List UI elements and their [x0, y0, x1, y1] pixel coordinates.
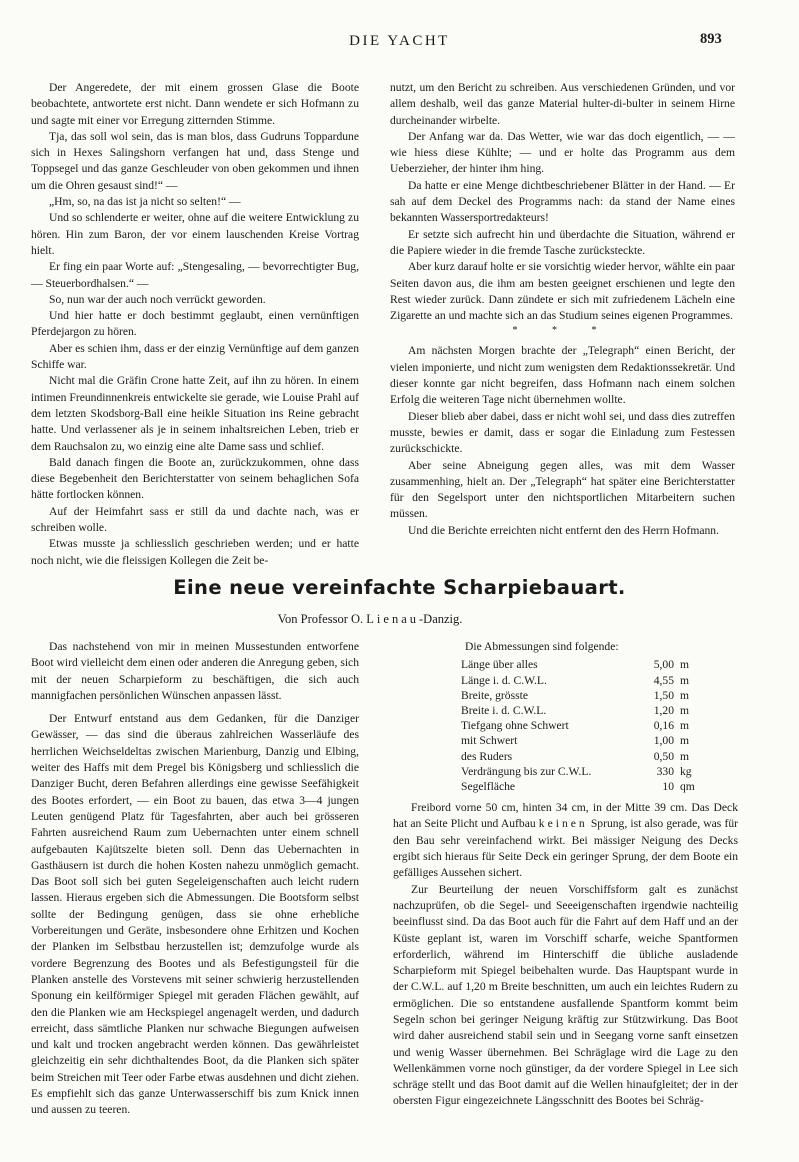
paragraph: Der Anfang war da. Das Wetter, wie war das doch eigentlich, — — wie hiess diese Kühlte; — und er holte das Programm aus dem Ueberzieher, der hinter ihm hing. [390, 129, 735, 176]
article-column-right [393, 639, 738, 1110]
story-column-right [390, 80, 735, 539]
paragraph: Der Entwurf entstand aus dem Gedanken, für die Danziger Gewässer, — das sind die überaus zahlreichen Wasserläufe des herrlichen Weichseldeltas zwischen Marienburg, Danzig und Elbing, weiter des Haffs mit dem Pregel bis Königsberg und schliesslich die Danziger Bucht, deren Befahren allerdings eine gewisse Seefähigkeit des Bootes erfordert, — ein Boot zu bauen, das etwa 3—4 jungen Leuten genügend Platz für Tagesfahrten, aber auch bei grösseren Fahrten ausreichend Raum zum Uebernachten unter einem schnell aufgebauten Kajütszelte bieten soll. Denn das Uebernachten in Gasthäusern ist durch die hohen Kosten nahezu unmöglich gemacht. Das Boot soll sich bei guten Segeleigenschaften auch leicht rudern lassen. Hieraus ergeben sich die Abmessungen. Die Bootsform selbst sollte der Bedingung genügen, dass sie ohne erhebliche Vorbereitungen und Geräte, insbesondere ohne Erhitzen und Kochen der Planken im Selbstbau herzustellen ist; demzufolge wurde als vordere Begrenzung des Bootes und als Befestigungsteil für die Planken anstelle des Vorstevens mit seiner schwierig herzustellenden Sponung ein keilförmiger Spiegel mit geraden Flächen gewählt, auf den die Planken wie am Heckspiegel angenagelt werden, und dadurch erreicht, dass sämtliche Planken nur schwache Biegungen aufweisen und kalt und trocken angebracht werden können. Das gewährleistet gleichzeitig ein sehr dichthaltendes Boot, da die Planken sich später beim Streichen mit Teer oder Farbe etwas ausdehnen und dicht ziehen. Es empfiehlt sich das ganze Unterwasserschiff bis zum Knick innen und aussen zu teeren. [31, 712, 359, 1117]
paragraph: Aber kurz darauf holte er sie vorsichtig wieder hervor, wählte ein paar Seiten davon aus, die ihm am besten geeignet erschienen und legte den Rest wieder zurück. Dann zündete er sich mit zufriedenem Lächeln eine Zigarette an und machte sich an das Studium seines eigenen Programmes. [390, 260, 735, 323]
paragraph: Bald danach fingen die Boote an, zurückzukommen, ohne dass diese Begebenheit den Berichterstatter von seinem behaglichen Sofa hätte fortlocken können. [31, 455, 359, 502]
story-column-left [31, 80, 359, 569]
paragraph: Das nachstehend von mir in meinen Mussestunden entworfene Boot wird vielleicht dem einen oder anderen die Anregung geben, sich mit der neuen Scharpieform zu beschäftigen, die sich auch mannigfachen persönlichen Wünschen anpassen lässt. [31, 640, 359, 702]
dimension-row [461, 657, 738, 672]
dimension-value: 1,20 [653, 703, 674, 717]
dimension-unit: m [680, 734, 690, 748]
paragraph: „Hm, so, na das ist ja nicht so selten!“ — [49, 195, 241, 209]
paragraph: Zur Beurteilung der neuen Vorschiffsform galt es zunächst nachzuprüfen, ob die Segel- und Seeeigenschaften irgendwie nachteilig beeinflusst sind. Da das Boot auch für die Fahrt auf dem Haff und an der Küste geplant ist, waren im Vorschiff scharfe, weiche Spantformen erforderlich, während im Hinterschiff die übliche ausladende Scharpieform mit Spiegel beibehalten wurde. Das Hauptspant wurde in der C.W.L. auf 1,20 m Breite beschnitten, um auch ein leichtes Rudern zu ermöglichen. Die so entstandene ausfallende Spantform kommt beim Segeln schon bei geringer Neigung kräftig zur Stützwirkung. Das Boot wird daher ausreichend stabil sein und in Seegang vorne sanft einsetzen und wenig Wasser übernehmen. Bei Schräglage wird die Lage zu den Wellenkämmen vorne noch günstiger, da der vordere Spiegel in Lee sich schräge stellt und das Boot damit auf die Wellen hinaufgleitet; der in der obersten Figur eingezeichnete Längsschnitt des Bootes bei Schräg- [393, 882, 738, 1108]
paragraph: Dieser blieb aber dabei, dass er nicht wohl sei, und dass dies zutreffen musste, bewies er damit, dass er sogar die Einladung zum Festessen zurückschickte. [390, 409, 735, 456]
paragraph: Freibord vorne 50 cm, hinten 34 cm, in der Mitte 39 cm. Das Deck hat an Seite Plicht und Aufbau keinen Sprung, ist also gerade, was für den Bau sehr vereinfachend wirkt. Bei mässiger Neigung des Decks ergibt sich hieraus für Seite Deck ein geringer Sprung, der dem Boote ein gefälliges Aussehen sichert. [393, 801, 738, 880]
emphasis: keinen [538, 817, 588, 831]
paragraph: Und so schlenderte er weiter, ohne auf die weitere Entwicklung zu hören. Hin zum Baron, der vor einem lauschenden Kreise Vortrag hielt. [31, 211, 359, 257]
dimension-row [461, 718, 738, 733]
paragraph: Tja, das soll wol sein, das is man blos, dass Gudruns Toppardune sich in Hexes Salingshorn verfangen hat und, dass Stenge und Toppsegel und das ganze Geschleuder von oben gekommen und ihnen um die Ohren gesaust sind!“ — [31, 129, 359, 192]
dimension-label: Länge i. d. C.W.L. [461, 673, 547, 687]
dimension-unit: m [680, 688, 690, 702]
section-divider: * * * [512, 325, 613, 337]
paragraph: Etwas musste ja schliesslich geschrieben werden; und er hatte noch nicht, wie die fleissigen Kollegen die Zeit be- [31, 537, 359, 567]
dimensions-heading: Die Abmessungen sind folgende: [465, 640, 619, 653]
paragraph: Und die Berichte erreichten nicht entfernt den des Herrn Hofmann. [408, 523, 719, 537]
dimension-value: 330 [656, 764, 674, 778]
dimension-row [461, 703, 738, 718]
dimension-label: Verdrängung bis zur C.W.L. [461, 764, 592, 778]
dimension-row [461, 673, 738, 688]
dimension-value: 4,55 [653, 673, 674, 687]
article-column-left [31, 639, 359, 1119]
paragraph: nutzt, um den Bericht zu schreiben. Aus verschiedenen Gründen, und vor allem deshalb, weil das ganze Material hulter-di-bulter in seinem Hirne durcheinander wirbelte. [390, 81, 735, 127]
dimension-unit: m [680, 703, 690, 717]
paragraph: Nicht mal die Gräfin Crone hatte Zeit, auf ihn zu hören. In einem intimen Freundinnenkreis entwickelte sie gerade, wie Louise Prahl auf dem letzten Skodsborg-Ball eine heikle Situation ins Reine gebracht hatte. Und verlassener als je in seinem inhaltsreichen Leben, trieb er dem Rauchsalon zu, wo einzig eine alte Dame sass und schlief. [31, 374, 359, 453]
paragraph: Der Angeredete, der mit einem grossen Glase die Boote beobachtete, antwortete erst nicht. Dann wendete er sich Hofmann zu und sagte mit einer vor Erregung zitternden Stimme. [31, 81, 359, 127]
paragraph: So, nun war der auch noch verrückt geworden. [49, 292, 266, 306]
dimension-row [461, 733, 738, 748]
dimension-value: 1,50 [653, 688, 674, 702]
paragraph: Aber seine Abneigung gegen alles, was mit dem Wasser zusammenhing, hielt an. Der „Telegraph“ hat später eine Berichterstatter für den Segelsport unter den nichtsportlichen Mitarbeitern suchen müssen. [390, 458, 735, 521]
article-byline [0, 612, 740, 627]
dimension-label: Tiefgang ohne Schwert [461, 719, 569, 733]
dimension-unit: m [680, 673, 690, 687]
dimensions-table [461, 657, 738, 794]
paragraph: Am nächsten Morgen brachte der „Telegraph“ einen Bericht, der vielen imponierte, und nicht zum wenigsten dem Redaktionssekretär. Und dieser konnte gar nicht begreifen, dass Hofmann nach einem solchen Erfolg die weiteren Tage nicht übernehmen wollte. [390, 344, 735, 407]
dimension-label: Länge über alles [461, 658, 538, 672]
page-number: 893 [700, 31, 722, 47]
dimension-value: 10 [662, 779, 674, 793]
dimension-row [461, 779, 738, 794]
dimension-unit: m [680, 658, 690, 672]
byline-prefix: Von Professor O. [277, 612, 364, 626]
dimension-unit: m [680, 719, 690, 733]
running-title: DIE YACHT [349, 33, 450, 49]
dimension-unit: qm [680, 779, 695, 793]
dimension-value: 1,00 [653, 734, 674, 748]
dimension-unit: m [680, 749, 690, 763]
paragraph: Und hier hatte er doch bestimmt geglaubt, einen vernünftigen Pferdejargon zu hören. [31, 309, 359, 339]
dimension-row [461, 688, 738, 703]
dimension-value: 0,16 [653, 719, 674, 733]
paragraph: Auf der Heimfahrt sass er still da und dachte nach, was er schreiben wolle. [31, 504, 359, 535]
dimension-value: 5,00 [653, 658, 674, 672]
dimension-label: mit Schwert [461, 734, 518, 748]
dimension-label: Breite, grösste [461, 688, 528, 702]
dimension-row [461, 749, 738, 764]
paragraph: Da hatte er eine Menge dichtbeschriebener Blätter in der Hand. — Er sah auf dem Deckel des Programms nach: da stand der Name eines bekannten Wassersportredakteurs! [390, 178, 735, 225]
dimension-value: 0,50 [653, 749, 674, 763]
article-title: Eine neue vereinfachte Scharpiebauart. [173, 576, 626, 599]
byline-suffix: -Danzig. [419, 612, 463, 626]
paragraph: Aber es schien ihm, dass er der einzig Vernünftige auf dem ganzen Schiffe war. [31, 341, 359, 372]
byline-author: Lienau [366, 612, 419, 626]
dimension-label: Breite i. d. C.W.L. [461, 703, 547, 717]
paragraph: Er fing ein paar Worte auf: „Stengesaling, — bevorrechtigter Bug, — Steuerbordhalsen.“ — [31, 260, 359, 290]
paragraph: Er setzte sich aufrecht hin und überdachte die Situation, während er die Papiere wieder in die fremde Tasche zurücksteckte. [390, 227, 735, 257]
dimension-unit: kg [680, 764, 692, 778]
dimension-label: des Ruders [461, 749, 513, 763]
dimension-row [461, 764, 738, 779]
dimension-label: Segelfläche [461, 779, 516, 793]
